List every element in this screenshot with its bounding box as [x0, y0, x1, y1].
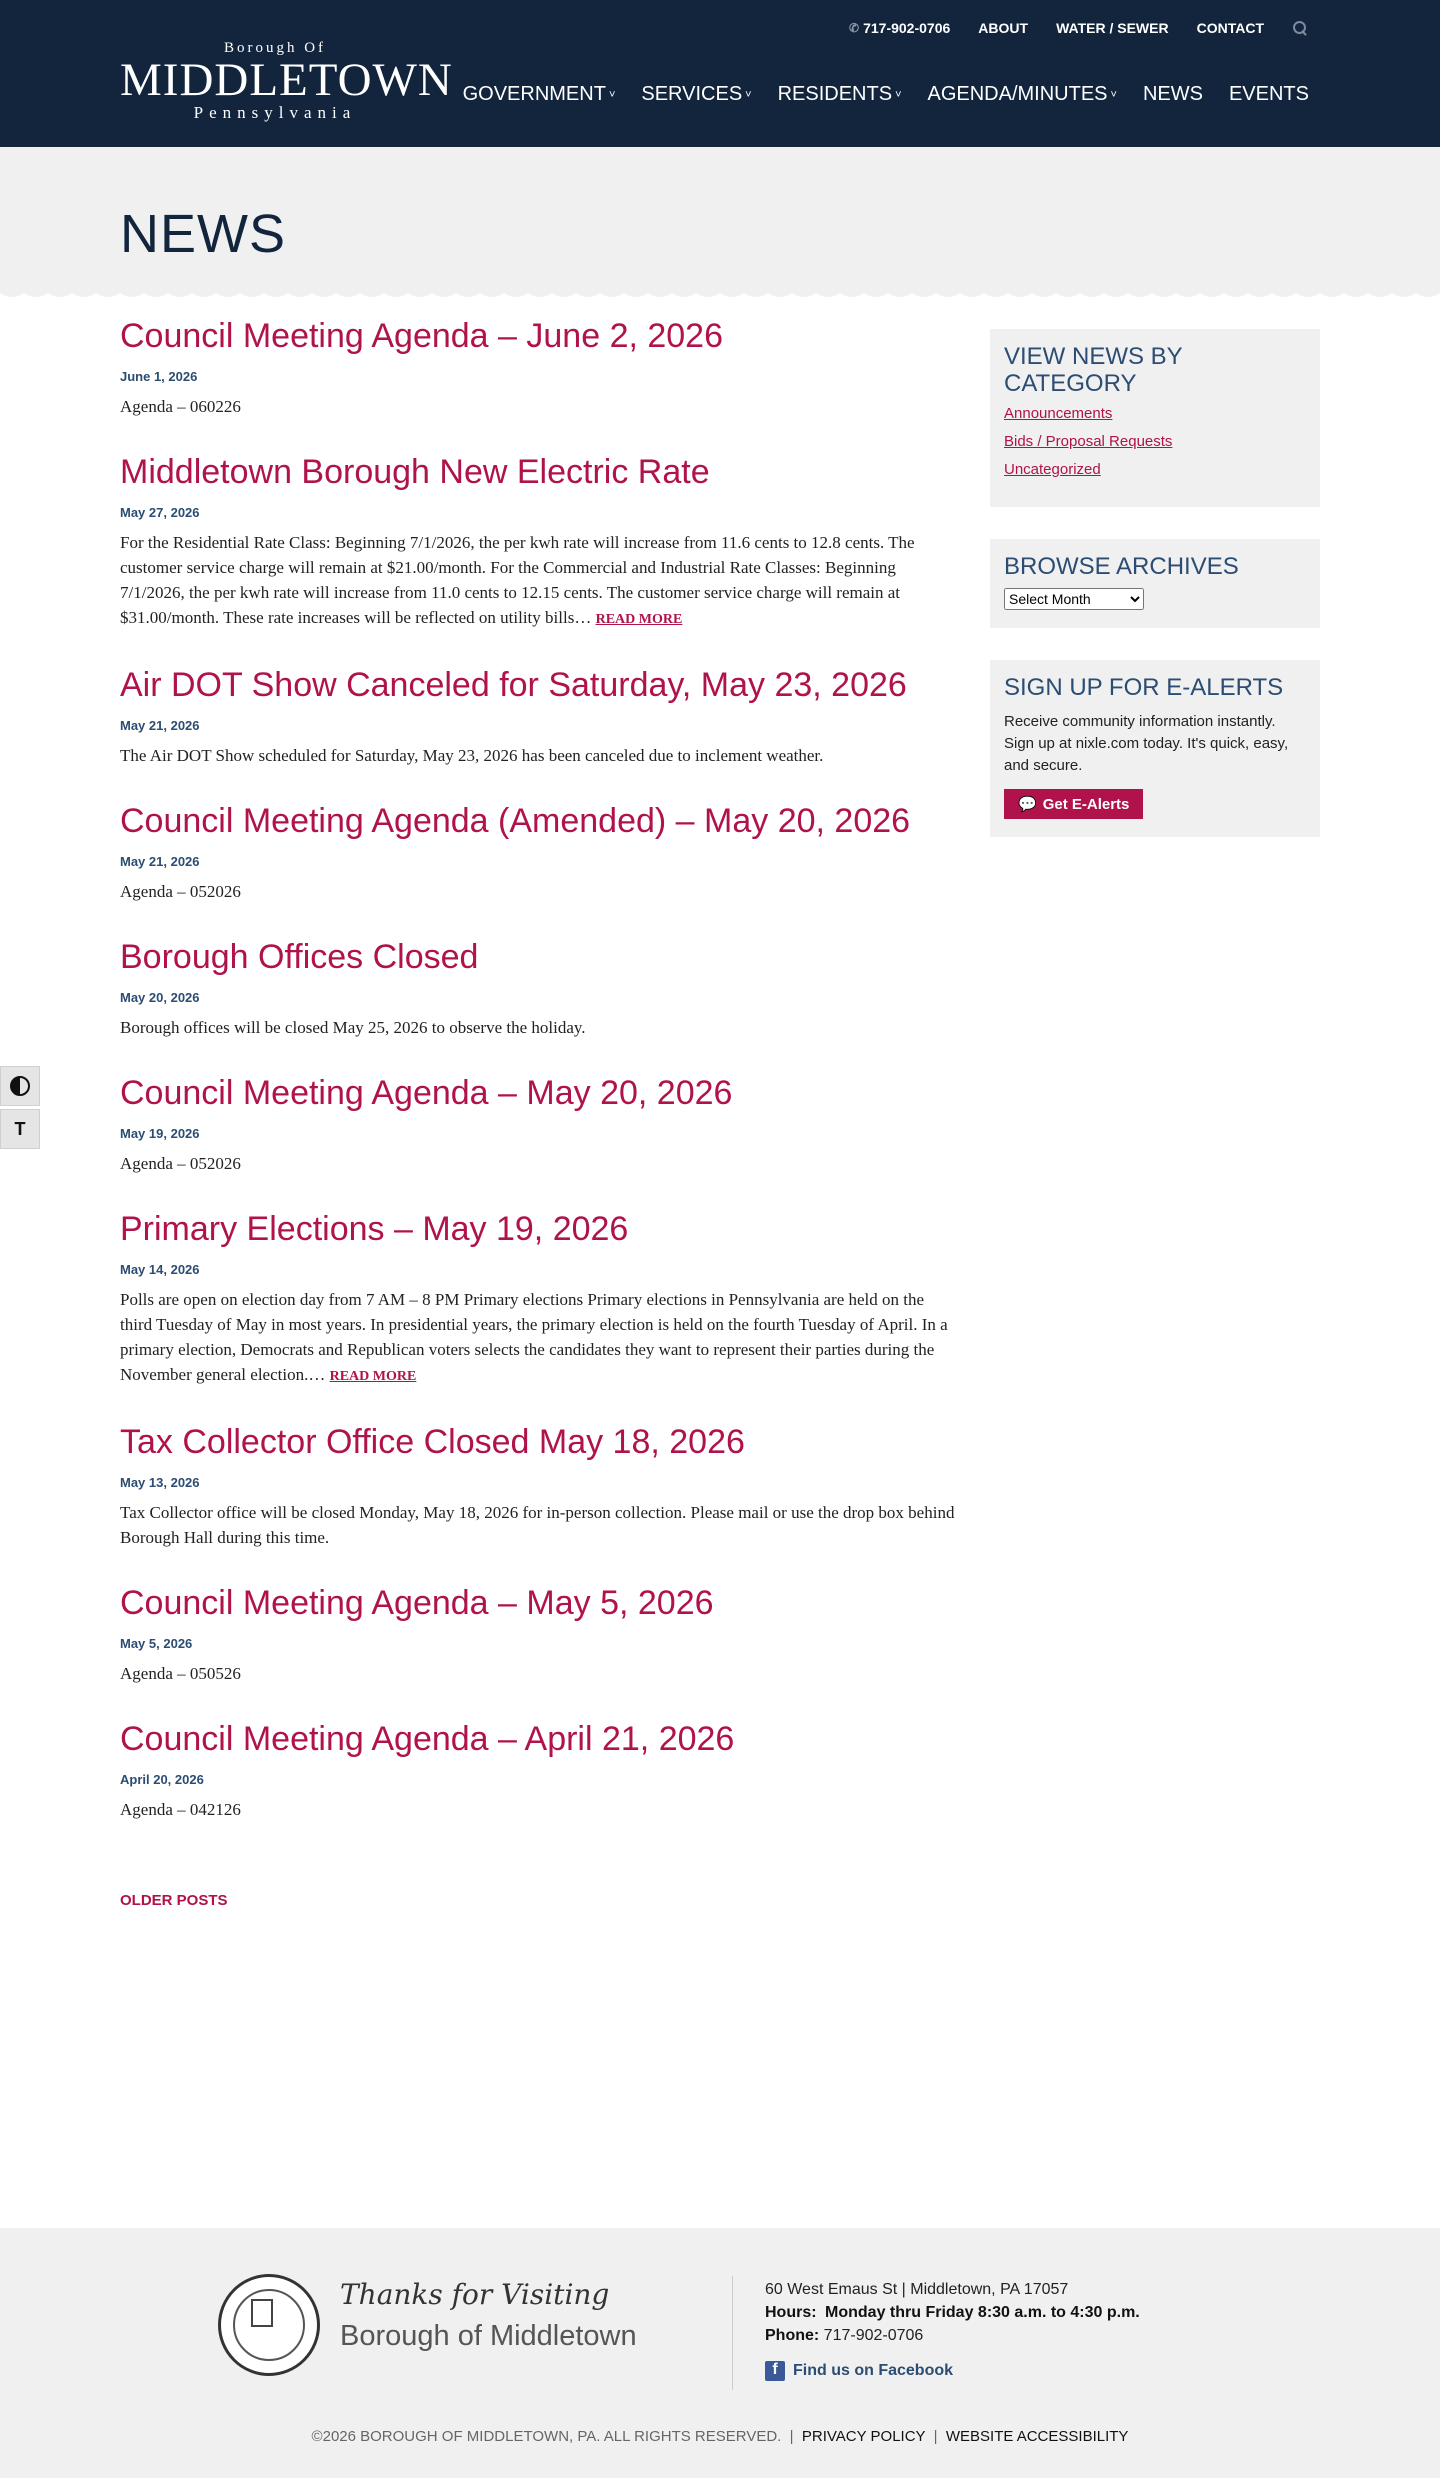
read-more-link[interactable]: READ MORE	[329, 1369, 417, 1384]
footer-borough-name: Borough of Middletown	[340, 2320, 637, 2352]
post-excerpt-text: The Air DOT Show scheduled for Saturday, May 23, 2026 has been canceled due to inclement weather.	[120, 746, 824, 765]
ealerts-description: Receive community information instantly. Sign up at nixle.com today. It's quick, easy, and secure.	[1004, 713, 1289, 774]
site-footer	[0, 2228, 1440, 2478]
post-date: May 13, 2026	[120, 1475, 200, 1490]
footer-phone-value: 717-902-0706	[823, 2327, 924, 2344]
footer-hours-value: Monday thru Friday 8:30 a.m. to 4:30 p.m.	[825, 2304, 1140, 2321]
post-date: May 5, 2026	[120, 1636, 193, 1651]
nav-item-services[interactable]	[641, 83, 751, 106]
category-widget-title: VIEW NEWS BY CATEGORY	[1004, 343, 1183, 397]
contrast-icon	[10, 1076, 30, 1096]
get-ealerts-button[interactable]	[1004, 789, 1143, 819]
post-date: May 20, 2026	[120, 990, 200, 1005]
logo-line-2: MIDDLETOWN	[120, 54, 453, 106]
category-link-bids[interactable]: Bids / Proposal Requests	[1004, 433, 1173, 450]
post-title[interactable]: Council Meeting Agenda (Amended) – May 20, 2026	[120, 802, 911, 840]
post-title[interactable]: Council Meeting Agenda – May 20, 2026	[120, 1074, 733, 1112]
post-date: May 21, 2026	[120, 718, 200, 733]
site-logo[interactable]	[120, 40, 453, 123]
ealerts-widget-title: SIGN UP FOR E-ALERTS	[1004, 674, 1284, 701]
nav-item-events[interactable]	[1229, 83, 1309, 106]
footer-thanks: Thanks for Visiting	[340, 2278, 610, 2311]
post-excerpt-text: For the Residential Rate Class: Beginning 7/1/2026, the per kwh rate will increase from 11.6 cents to 12.8 cents. The customer service charge will remain at $21.00/month. For the Commercial and Industrial Rate Classes: Beginning 7/1/2026, the per kwh rate will increase from 11.0 cents to 12.15 cents. The customer service charge will remain at $31.00/month. These rate increases will be reflected on utility bills…	[120, 533, 915, 627]
news-post	[120, 1716, 960, 1822]
post-excerpt-text: Polls are open on election day from 7 AM – 8 PM Primary elections Primary elections in Pennsylvania are held on the third Tuesday of May in most years. In presidential years, the primary election is held on the fourth Tuesday of April. In a primary election, Democrats and Republican voters selects the candidates they want to represent their parties during the November general election.…	[120, 1290, 948, 1384]
post-title[interactable]: Primary Elections – May 19, 2026	[120, 1210, 629, 1248]
website-accessibility-link[interactable]: WEBSITE ACCESSIBILITY	[945, 2428, 1129, 2445]
ealerts-widget	[990, 660, 1320, 837]
post-title[interactable]: Council Meeting Agenda – May 5, 2026	[120, 1584, 714, 1622]
post-title[interactable]: Middletown Borough New Electric Rate	[120, 453, 710, 491]
page-title: NEWS	[120, 204, 286, 264]
footer-hours	[765, 2301, 1140, 2324]
nav-item-label: EVENTS	[1228, 83, 1309, 105]
phone-icon: ✆	[849, 21, 860, 35]
post-excerpt-text: Tax Collector office will be closed Monday, May 18, 2026 for in-person collection. Please mail or use the drop box behind Borough Hall during this time.	[120, 1503, 955, 1547]
footer-phone-label: Phone:	[765, 2327, 820, 2344]
sidebar	[990, 329, 1320, 869]
nav-item-label: NEWS	[1142, 83, 1203, 105]
older-posts-link[interactable]: OLDER POSTS	[120, 1892, 228, 1909]
post-excerpt	[120, 1797, 960, 1822]
post-excerpt	[120, 394, 960, 419]
post-title[interactable]: Air DOT Show Canceled for Saturday, May 23, 2026	[120, 666, 907, 704]
nav-item-label: SERVICES	[641, 83, 743, 105]
post-excerpt-text: Agenda – 060226	[120, 397, 241, 416]
category-link-uncategorized[interactable]: Uncategorized	[1004, 461, 1101, 478]
phone-number: 717-902-0706	[863, 20, 951, 36]
news-post	[120, 934, 960, 1040]
nav-item-news[interactable]	[1143, 83, 1203, 106]
post-date: May 21, 2026	[120, 854, 200, 869]
news-post	[120, 1206, 960, 1389]
facebook-icon: f	[765, 2361, 785, 2381]
chat-bubble-icon: 💬	[1018, 796, 1037, 813]
water-sewer-link[interactable]: WATER / SEWER	[1056, 20, 1169, 36]
news-post	[120, 313, 960, 419]
chevron-down-icon: ˅	[895, 88, 902, 101]
search-icon[interactable]	[1292, 20, 1308, 36]
post-date: May 27, 2026	[120, 505, 200, 520]
archives-widget	[990, 539, 1320, 628]
facebook-link[interactable]	[765, 2359, 1140, 2382]
text-size-icon: T	[14, 1118, 26, 1139]
logo-line-1: Borough Of	[223, 40, 327, 56]
post-date: May 14, 2026	[120, 1262, 200, 1277]
title-band	[0, 147, 1440, 289]
post-date: April 20, 2026	[120, 1772, 204, 1787]
contrast-toggle-button[interactable]	[0, 1066, 40, 1106]
post-excerpt-text: Agenda – 042126	[120, 1800, 241, 1819]
main-nav	[463, 83, 1309, 106]
copyright-text: ©2026 BOROUGH OF MIDDLETOWN, PA. ALL RIGHTS RESERVED.	[311, 2428, 782, 2445]
category-link-announcements[interactable]: Announcements	[1004, 405, 1113, 422]
post-excerpt	[120, 1287, 960, 1389]
post-title[interactable]: Council Meeting Agenda – June 2, 2026	[120, 317, 724, 355]
get-ealerts-label: Get E-Alerts	[1042, 795, 1130, 813]
nav-item-agenda-minutes[interactable]	[928, 83, 1117, 106]
facebook-label: Find us on Facebook	[793, 2362, 954, 2379]
post-title[interactable]: Borough Offices Closed	[120, 938, 479, 976]
chevron-down-icon: ˅	[745, 88, 752, 101]
news-list	[120, 313, 960, 1910]
site-header	[0, 0, 1440, 147]
nav-item-label: RESIDENTS	[777, 83, 893, 105]
news-post	[120, 1070, 960, 1176]
post-date: May 19, 2026	[120, 1126, 200, 1141]
nav-item-label: GOVERNMENT	[462, 83, 606, 105]
chevron-down-icon: ˅	[608, 88, 616, 101]
post-excerpt	[120, 1015, 960, 1040]
post-title[interactable]: Tax Collector Office Closed May 18, 2026	[120, 1423, 745, 1461]
logo-line-3: Pennsylvania	[193, 103, 357, 122]
footer-contact-info	[765, 2278, 1140, 2382]
chevron-down-icon: ˅	[1110, 88, 1117, 101]
nav-item-residents[interactable]	[778, 83, 902, 106]
borough-seal-icon	[218, 2274, 320, 2376]
post-excerpt-text: Agenda – 052026	[120, 882, 241, 901]
font-size-toggle-button[interactable]	[0, 1109, 40, 1149]
category-widget	[990, 329, 1320, 507]
privacy-policy-link[interactable]: PRIVACY POLICY	[801, 2428, 926, 2445]
post-excerpt	[120, 879, 960, 904]
archives-widget-title: BROWSE ARCHIVES	[1004, 553, 1239, 580]
nav-item-label: AGENDA/MINUTES	[927, 83, 1108, 105]
footer-phone	[765, 2324, 1140, 2347]
post-excerpt-text: Agenda – 050526	[120, 1664, 241, 1683]
post-title[interactable]: Council Meeting Agenda – April 21, 2026	[120, 1720, 735, 1758]
read-more-link[interactable]: READ MORE	[595, 612, 683, 627]
post-excerpt	[120, 530, 960, 632]
post-excerpt	[120, 1151, 960, 1176]
post-excerpt	[120, 1661, 960, 1686]
post-excerpt	[120, 743, 960, 768]
post-date: June 1, 2026	[120, 369, 198, 384]
news-post	[120, 449, 960, 632]
post-excerpt-text: Borough offices will be closed May 25, 2026 to observe the holiday.	[120, 1018, 586, 1037]
footer-divider	[732, 2276, 733, 2390]
footer-hours-label: Hours:	[765, 2304, 817, 2321]
news-post	[120, 1419, 960, 1550]
footer-address: 60 West Emaus St | Middletown, PA 17057	[765, 2281, 1069, 2298]
news-post	[120, 798, 960, 904]
footer-legal: ©2026 BOROUGH OF MIDDLETOWN, PA. ALL RIGHTS RESERVED. | PRIVACY POLICY | WEBSITE ACCESSIBILITY	[311, 2428, 1129, 2445]
contact-link[interactable]: CONTACT	[1196, 20, 1264, 36]
about-link[interactable]: ABOUT	[978, 20, 1029, 36]
nav-item-government[interactable]	[463, 83, 616, 106]
accessibility-toolbar	[0, 1066, 40, 1152]
post-excerpt	[120, 1500, 960, 1550]
post-excerpt-text: Agenda – 052026	[120, 1154, 241, 1173]
utility-nav	[849, 20, 1308, 36]
archive-month-select[interactable]	[1004, 588, 1144, 610]
phone-link[interactable]	[849, 20, 950, 36]
news-post	[120, 1580, 960, 1686]
news-post	[120, 662, 960, 768]
